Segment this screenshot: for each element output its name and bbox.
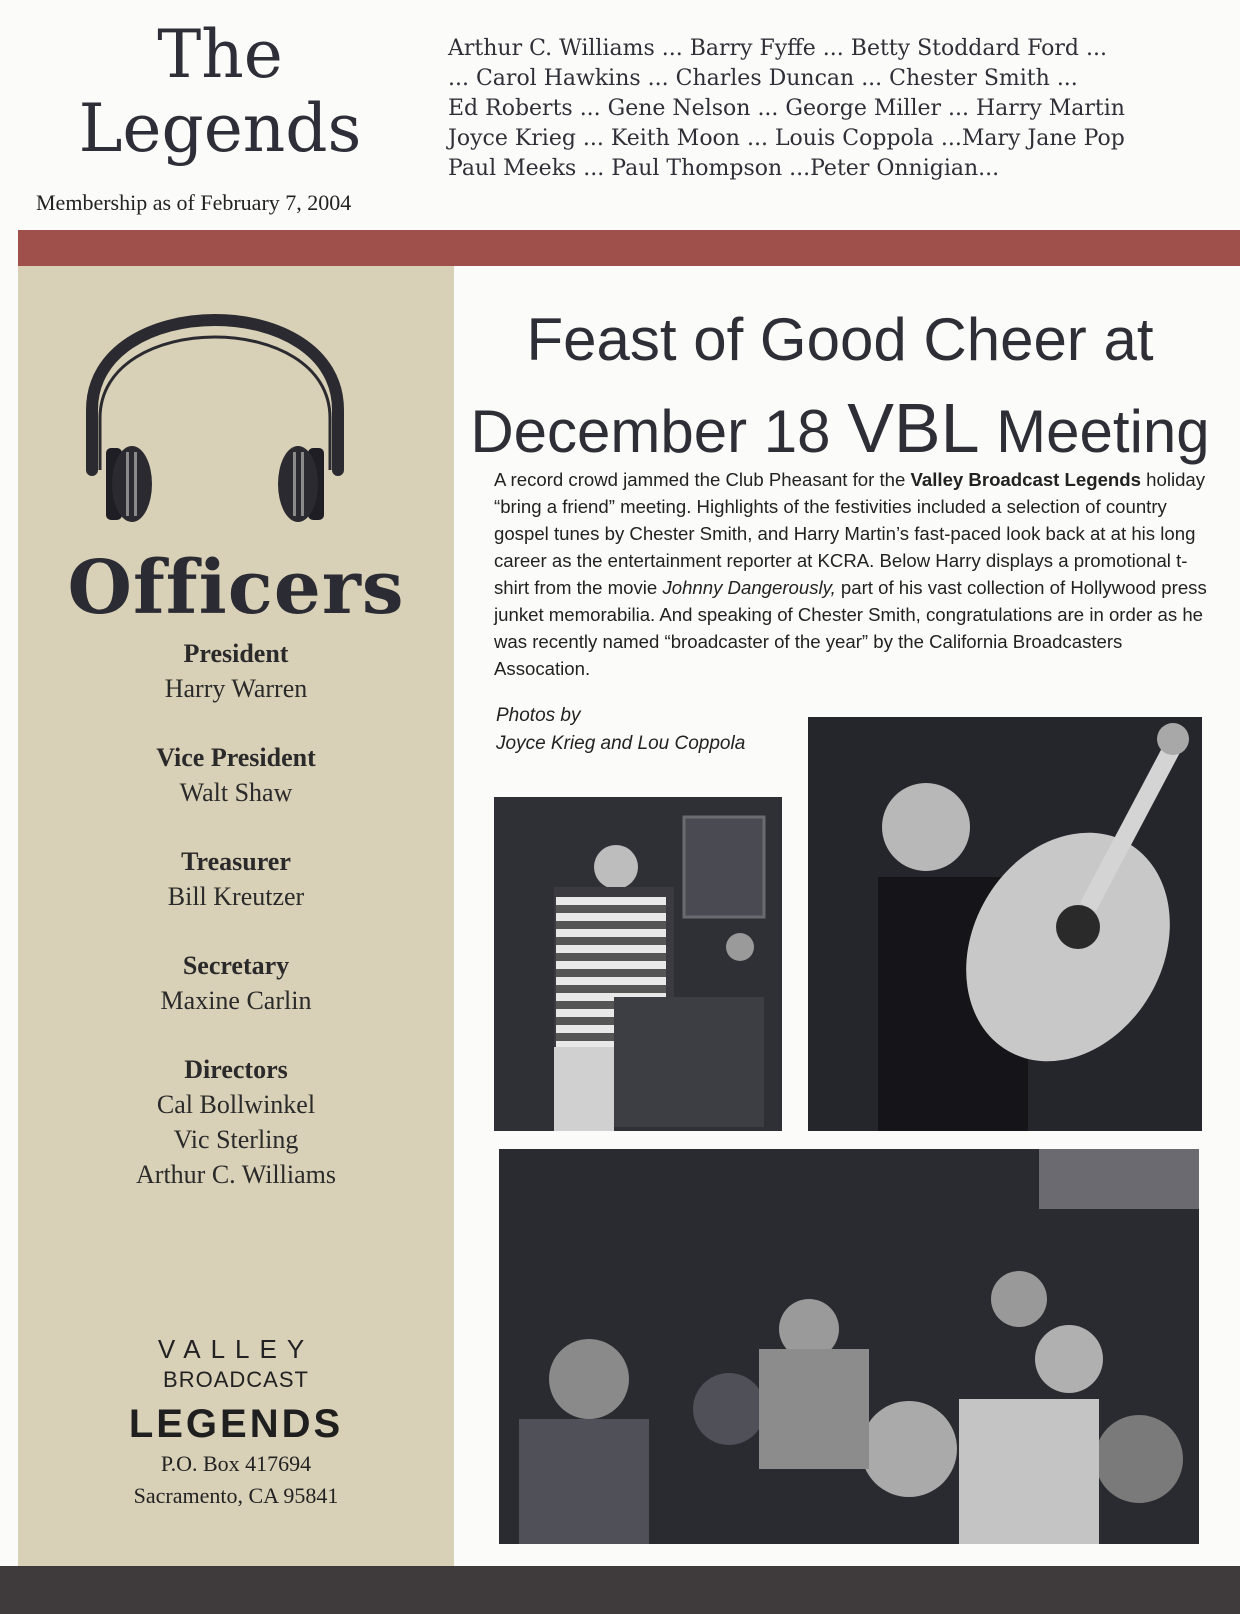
logo-valley-text: VALLEY bbox=[157, 1334, 315, 1364]
address-line2: Sacramento, CA 95841 bbox=[133, 1483, 339, 1508]
member-line: ... Carol Hawkins ... Charles Duncan ... Chester Smith ... bbox=[448, 66, 1078, 91]
photo-guitar bbox=[808, 717, 1202, 1131]
article-text-bold: Valley Broadcast Legends bbox=[910, 469, 1141, 490]
headline-meeting: Meeting bbox=[979, 398, 1210, 465]
officer-secretary bbox=[18, 948, 454, 1018]
member-line: Arthur C. Williams ... Barry Fyffe ... Betty Stoddard Ford ... bbox=[448, 36, 1107, 61]
officer-title: Vice President bbox=[156, 743, 316, 772]
top-divider-bar bbox=[18, 230, 1240, 266]
officer-vice-president bbox=[18, 740, 454, 810]
headline-line2 bbox=[470, 384, 1210, 476]
newsletter-title bbox=[60, 18, 380, 166]
officer-title: Secretary bbox=[182, 951, 290, 980]
article-text-2: holiday “bring a friend” meeting. Highlights of the festivities included a selection of country gospel tunes by Chester Smith, and Harry Martin’s fast-paced look back at at his long career as the entertainment reporter at KCRA. Below Harry displays a promotional t-shirt from the movie bbox=[494, 469, 1206, 598]
officer-name: Bill Kreutzer bbox=[167, 882, 305, 911]
member-line: Ed Roberts ... Gene Nelson ... George Miller ... Harry Martin bbox=[448, 96, 1125, 121]
officer-name: Arthur C. Williams bbox=[136, 1160, 336, 1189]
officer-name: Maxine Carlin bbox=[160, 986, 312, 1015]
membership-date: Membership as of February 7, 2004 bbox=[36, 190, 352, 215]
newsletter-title-line1: The bbox=[157, 16, 283, 93]
officer-name: Vic Sterling bbox=[173, 1125, 299, 1154]
headline-date: December 18 bbox=[470, 398, 848, 465]
headline-line1: Feast of Good Cheer at bbox=[526, 306, 1154, 373]
headphones-icon bbox=[70, 300, 360, 540]
logo-broadcast-text: BROADCAST bbox=[163, 1367, 309, 1392]
article-headline bbox=[470, 296, 1210, 476]
officer-name: Harry Warren bbox=[164, 674, 308, 703]
officer-name: Cal Bollwinkel bbox=[156, 1090, 316, 1119]
officer-title: President bbox=[183, 639, 289, 668]
article-text-italic: Johnny Dangerously, bbox=[662, 577, 836, 598]
bottom-divider-bar bbox=[0, 1566, 1240, 1614]
officer-president bbox=[18, 636, 454, 706]
member-list bbox=[448, 34, 1238, 184]
member-line: Paul Meeks ... Paul Thompson ...Peter Onnigian... bbox=[448, 156, 1000, 181]
article-body bbox=[494, 466, 1208, 682]
officer-directors bbox=[18, 1052, 454, 1192]
headline-vbl: VBL bbox=[847, 389, 980, 467]
officer-treasurer bbox=[18, 844, 454, 914]
article-text-3: part of his vast collection of Hollywood press junket memorabilia. And speaking of Chester Smith, congratulations are in order as he was recently named “broadcaster of the year” by the California Broadcasters Assocation. bbox=[494, 577, 1207, 679]
photo-tshirt bbox=[494, 797, 782, 1131]
photo-credit bbox=[496, 702, 745, 758]
photo-crowd bbox=[499, 1149, 1199, 1544]
mailing-address bbox=[18, 1448, 454, 1512]
officer-title: Treasurer bbox=[181, 847, 291, 876]
member-line: Joyce Krieg ... Keith Moon ... Louis Coppola ...Mary Jane Pop bbox=[448, 126, 1125, 151]
officers-heading: Officers bbox=[67, 545, 405, 631]
photo-credit-line1: Photos by bbox=[496, 705, 581, 726]
photo-credit-line2: Joyce Krieg and Lou Coppola bbox=[496, 733, 746, 754]
officer-name: Walt Shaw bbox=[179, 778, 293, 807]
logo-legends-text: LEGENDS bbox=[128, 1402, 344, 1446]
officer-title: Directors bbox=[184, 1055, 288, 1084]
officer-list bbox=[18, 636, 454, 1226]
article-text-1: A record crowd jammed the Club Pheasant for the bbox=[494, 469, 911, 490]
address-line1: P.O. Box 417694 bbox=[160, 1451, 312, 1476]
newsletter-title-line2: Legends bbox=[78, 90, 362, 167]
